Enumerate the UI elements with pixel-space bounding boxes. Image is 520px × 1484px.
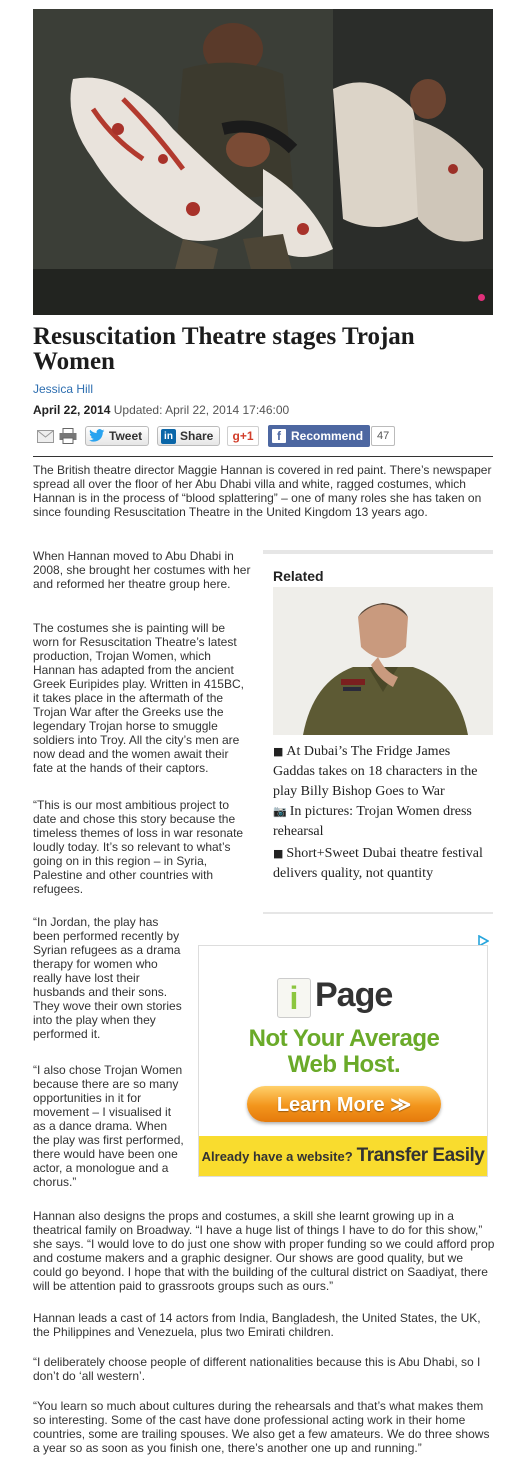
related-link-text: In pictures: Trojan Women dress rehearsal xyxy=(273,804,472,839)
author-link[interactable]: Jessica Hill xyxy=(33,382,94,396)
ad-headline-line: Not Your Average xyxy=(248,1025,440,1052)
facebook-recommend-button[interactable] xyxy=(268,425,370,447)
tweet-label: Tweet xyxy=(109,429,143,443)
article-paragraph: “I also chose Trojan Women because there are so many opportunities in it for movement – I visualised it as a dance drama. When the play was first performed, there would have been one actor, a monologue and a chorus.” xyxy=(33,1063,184,1189)
bullet-icon: ■ xyxy=(273,745,284,758)
ad-headline-line: Web Host. xyxy=(287,1051,401,1078)
ipage-logo-i: i xyxy=(277,978,311,1018)
linkedin-icon: in xyxy=(161,429,176,444)
related-link[interactable] xyxy=(273,844,493,884)
share-toolbar xyxy=(33,424,493,450)
camera-icon: 📷 xyxy=(273,805,287,818)
facebook-icon: f xyxy=(272,429,286,443)
article-paragraph: “You learn so much about cultures during the rehearsals and that’s what makes them so interesting. Some of the cast have done professional acting work in their home countries, some are trailing spouses. We also get a few amateurs. We do three shows a year so as soon as you finish one, there’s another one up and running.” xyxy=(33,1399,490,1455)
related-link-text: At Dubai’s The Fridge James Gaddas takes on 18 characters in the play Billy Bishop Goes to War xyxy=(273,744,478,799)
advertisement[interactable] xyxy=(193,932,493,1182)
article-paragraph: “In Jordan, the play has been performed recently by Syrian refugees as a drama therapy for women who really have lost their husbands and their sons. They wove their own stories into the play when they performed it. xyxy=(33,915,182,1041)
article-intro: The British theatre director Maggie Hannan is covered in red paint. There’s newspaper spread all over the floor of her Abu Dhabi villa and white, ragged costumes, which Hannan is in the process of “blood splattering” – one of many roles she has taken on since founding Resuscitation Theatre in the United Kingdom 13 years ago. xyxy=(33,463,492,519)
hero-photo[interactable] xyxy=(33,9,493,315)
ipage-logo-text: Page xyxy=(315,976,393,1014)
email-icon[interactable] xyxy=(35,426,55,446)
related-link-text: Short+Sweet Dubai theatre festival delivers quality, not quantity xyxy=(273,846,483,881)
related-photo-illustration xyxy=(273,587,493,735)
article-paragraph: “I deliberately choose people of different nationalities because this is Abu Dhabi, so I don’t do ‘all western’. xyxy=(33,1355,481,1383)
related-link[interactable] xyxy=(273,742,493,802)
publish-date: April 22, 2014 xyxy=(33,403,111,417)
linkedin-share-button[interactable] xyxy=(157,426,220,446)
related-panel xyxy=(263,550,493,914)
tweet-button[interactable] xyxy=(85,426,149,446)
twitter-bird-icon xyxy=(89,429,105,443)
related-photo[interactable] xyxy=(273,587,493,735)
ad-creative[interactable] xyxy=(198,945,488,1177)
ipage-logo xyxy=(277,976,417,1018)
article-paragraph: Hannan also designs the props and costumes, a skill she learnt growing up in a theatrical family on Broadway. “I have a huge list of things I have to do for this show,” she says. “I would love to do just one show with proper funding so we could afford prop and costume makers and a graphic designer. Our shows are good quality, but we could go beyond. I hope that with the building of the cultural district on Saadiyat, there will be attention paid to grassroots groups such as ours.” xyxy=(33,1209,495,1293)
recommend-count: 47 xyxy=(371,426,395,446)
article-paragraph: “This is our most ambitious project to date and chose this story because the timeless themes of loss in war resonate loudly today. It’s so relevant to what’s going on in this region – in Syria, Palestine and other countries with refugees. xyxy=(33,798,244,896)
google-plus-button[interactable]: g+1 xyxy=(227,426,259,446)
ad-bar-question: Already have a website? xyxy=(201,1148,353,1164)
divider xyxy=(33,456,493,457)
bullet-icon: ■ xyxy=(273,847,284,860)
updated-label: Updated: xyxy=(113,403,163,417)
related-heading: Related xyxy=(273,568,324,584)
hero-photo-illustration xyxy=(33,9,493,315)
related-link[interactable] xyxy=(273,802,493,842)
learn-more-button[interactable]: Learn More ≫ xyxy=(247,1086,441,1122)
linkedin-share-label: Share xyxy=(180,429,214,443)
ad-transfer-bar[interactable] xyxy=(199,1136,487,1176)
article-title: Resuscitation Theatre stages Trojan Women xyxy=(33,323,415,375)
print-icon[interactable] xyxy=(58,426,78,446)
article-dates xyxy=(33,403,289,417)
facebook-recommend-label: Recommend xyxy=(291,429,364,443)
carousel-indicator[interactable] xyxy=(478,294,485,301)
ad-bar-cta: Transfer Easily xyxy=(356,1145,485,1166)
article-paragraph: Hannan leads a cast of 14 actors from India, Bangladesh, the United States, the UK, the Philippines and Venezuela, plus two Emirati children. xyxy=(33,1311,481,1339)
ad-headline xyxy=(199,1026,489,1078)
article-paragraph: When Hannan moved to Abu Dhabi in 2008, she brought her costumes with her and reformed her theatre group here. xyxy=(33,549,251,591)
article-paragraph: The costumes she is painting will be worn for Resuscitation Theatre’s latest production, Trojan Women, which Hannan has adapted from the ancient Greek Euripides play. Written in 415BC, it takes place in the aftermath of the Trojan War after the Greeks use the legendary Trojan horse to smuggle soldiers into Troy. All the city’s men are now dead and the women await their fate at the hands of their captors. xyxy=(33,621,244,775)
updated-date: April 22, 2014 17:46:00 xyxy=(165,403,290,417)
